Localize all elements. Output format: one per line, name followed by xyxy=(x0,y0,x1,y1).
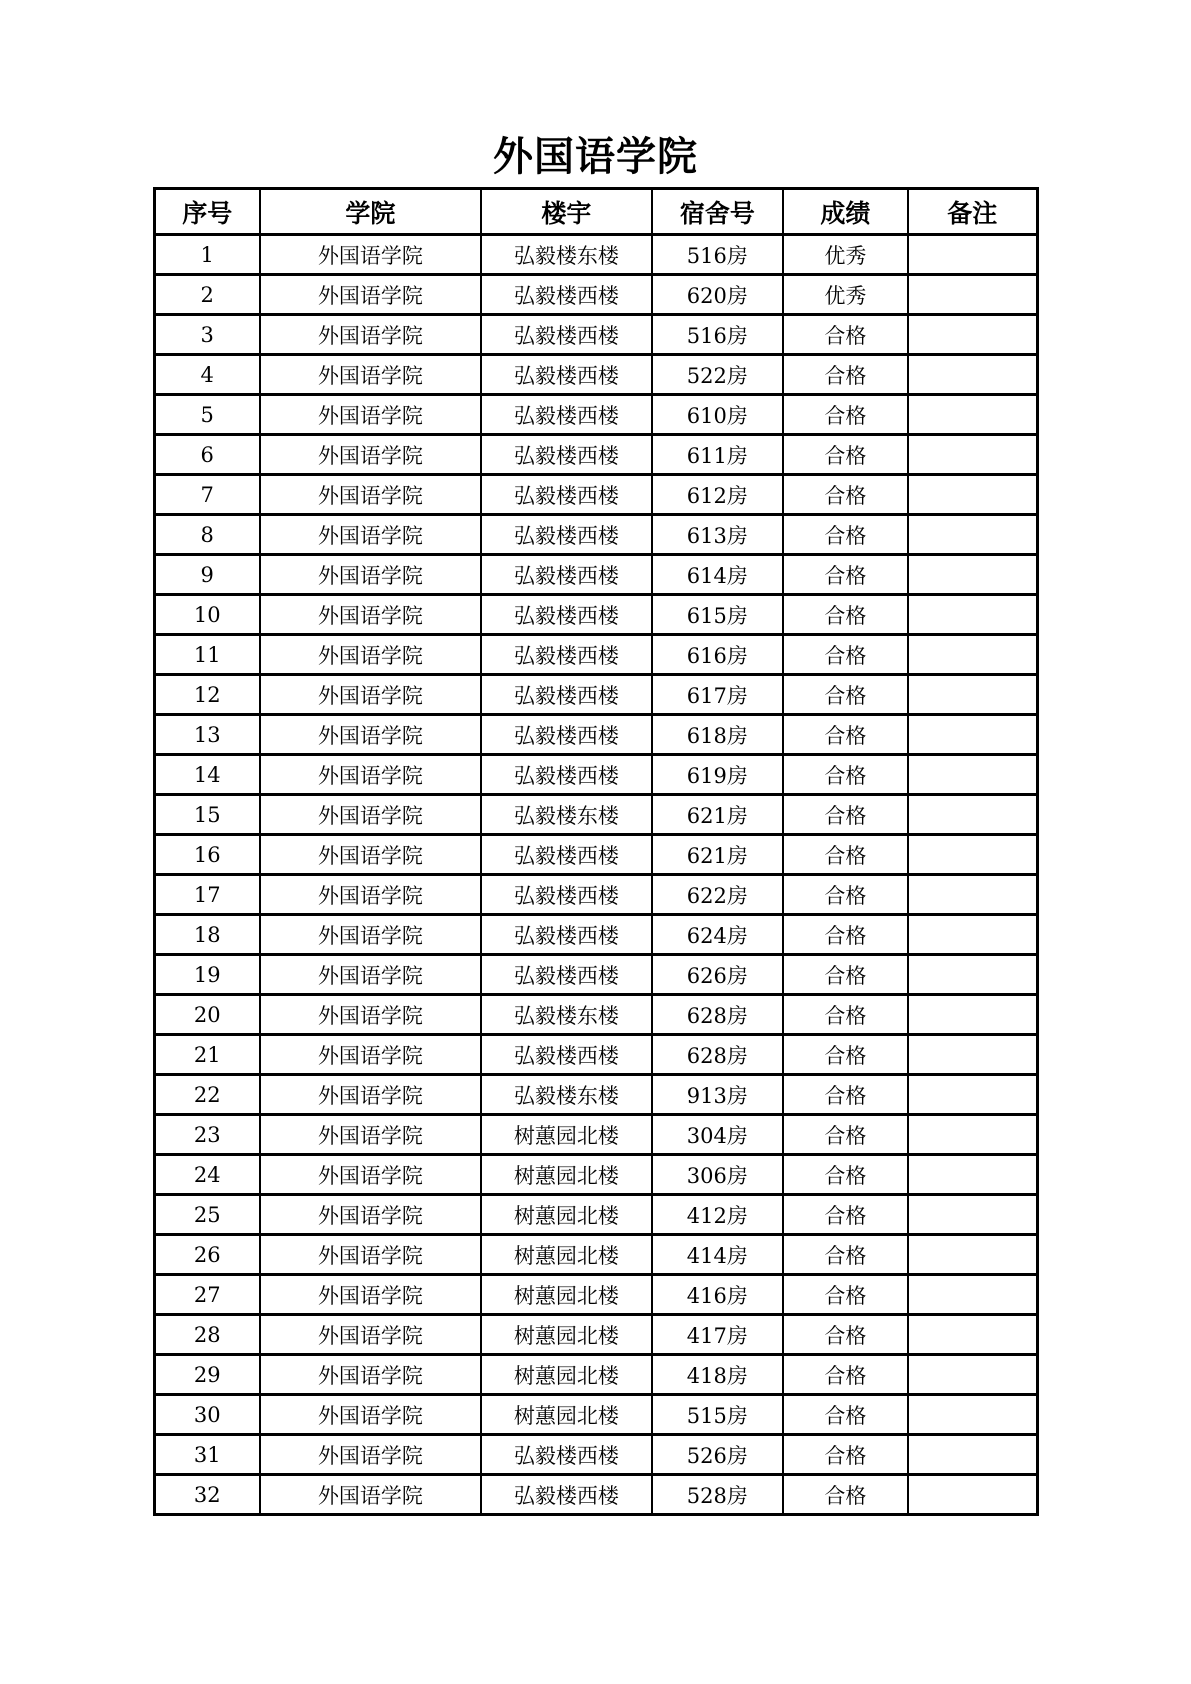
column-header-college: 学院 xyxy=(260,189,481,235)
cell-grade: 合格 xyxy=(783,1115,908,1155)
cell-note xyxy=(908,1115,1037,1155)
cell-note xyxy=(908,755,1037,795)
cell-grade: 合格 xyxy=(783,1475,908,1515)
cell-college: 外国语学院 xyxy=(260,315,481,355)
cell-note xyxy=(908,1355,1037,1395)
cell-building: 弘毅楼西楼 xyxy=(481,555,652,595)
cell-note xyxy=(908,555,1037,595)
cell-no: 2 xyxy=(154,275,260,315)
cell-no: 13 xyxy=(154,715,260,755)
cell-grade: 合格 xyxy=(783,1195,908,1235)
cell-grade: 合格 xyxy=(783,1435,908,1475)
table-row xyxy=(154,955,1037,995)
cell-no: 21 xyxy=(154,1035,260,1075)
cell-college: 外国语学院 xyxy=(260,395,481,435)
page-title: 外国语学院 xyxy=(493,133,698,180)
cell-no: 20 xyxy=(154,995,260,1035)
cell-college: 外国语学院 xyxy=(260,1395,481,1435)
table-row xyxy=(154,315,1037,355)
cell-no: 3 xyxy=(154,315,260,355)
column-header-building: 楼宇 xyxy=(481,189,652,235)
cell-college: 外国语学院 xyxy=(260,635,481,675)
cell-room: 306房 xyxy=(652,1155,783,1195)
cell-building: 弘毅楼西楼 xyxy=(481,595,652,635)
cell-no: 16 xyxy=(154,835,260,875)
cell-no: 25 xyxy=(154,1195,260,1235)
cell-building: 树蕙园北楼 xyxy=(481,1275,652,1315)
cell-grade: 合格 xyxy=(783,835,908,875)
table-row xyxy=(154,355,1037,395)
cell-note xyxy=(908,275,1037,315)
cell-building: 弘毅楼西楼 xyxy=(481,635,652,675)
cell-college: 外国语学院 xyxy=(260,515,481,555)
cell-no: 27 xyxy=(154,1275,260,1315)
cell-room: 522房 xyxy=(652,355,783,395)
cell-building: 树蕙园北楼 xyxy=(481,1115,652,1155)
cell-building: 弘毅楼西楼 xyxy=(481,355,652,395)
cell-college: 外国语学院 xyxy=(260,715,481,755)
cell-grade: 合格 xyxy=(783,435,908,475)
cell-college: 外国语学院 xyxy=(260,1235,481,1275)
cell-college: 外国语学院 xyxy=(260,955,481,995)
cell-note xyxy=(908,995,1037,1035)
cell-room: 628房 xyxy=(652,1035,783,1075)
table-row xyxy=(154,1275,1037,1315)
cell-room: 913房 xyxy=(652,1075,783,1115)
table-row xyxy=(154,1075,1037,1115)
table-row xyxy=(154,1395,1037,1435)
cell-college: 外国语学院 xyxy=(260,475,481,515)
cell-building: 树蕙园北楼 xyxy=(481,1155,652,1195)
cell-no: 15 xyxy=(154,795,260,835)
cell-college: 外国语学院 xyxy=(260,875,481,915)
cell-college: 外国语学院 xyxy=(260,275,481,315)
cell-no: 6 xyxy=(154,435,260,475)
cell-college: 外国语学院 xyxy=(260,1315,481,1355)
table-row xyxy=(154,1355,1037,1395)
cell-note xyxy=(908,315,1037,355)
cell-room: 610房 xyxy=(652,395,783,435)
cell-building: 弘毅楼西楼 xyxy=(481,435,652,475)
cell-grade: 合格 xyxy=(783,1075,908,1115)
cell-room: 618房 xyxy=(652,715,783,755)
cell-room: 628房 xyxy=(652,995,783,1035)
cell-room: 617房 xyxy=(652,675,783,715)
cell-college: 外国语学院 xyxy=(260,1035,481,1075)
cell-note xyxy=(908,1075,1037,1115)
cell-room: 515房 xyxy=(652,1395,783,1435)
cell-note xyxy=(908,1155,1037,1195)
dorm-inspection-table xyxy=(153,187,1039,1516)
table-row xyxy=(154,675,1037,715)
cell-college: 外国语学院 xyxy=(260,235,481,275)
cell-note xyxy=(908,1435,1037,1475)
table-row xyxy=(154,1435,1037,1475)
cell-grade: 合格 xyxy=(783,795,908,835)
cell-grade: 合格 xyxy=(783,635,908,675)
cell-note xyxy=(908,795,1037,835)
cell-no: 10 xyxy=(154,595,260,635)
cell-note xyxy=(908,675,1037,715)
cell-note xyxy=(908,1235,1037,1275)
cell-building: 树蕙园北楼 xyxy=(481,1355,652,1395)
cell-building: 弘毅楼西楼 xyxy=(481,875,652,915)
cell-building: 弘毅楼西楼 xyxy=(481,315,652,355)
cell-grade: 合格 xyxy=(783,595,908,635)
cell-note xyxy=(908,515,1037,555)
cell-college: 外国语学院 xyxy=(260,1115,481,1155)
cell-building: 弘毅楼东楼 xyxy=(481,995,652,1035)
cell-building: 弘毅楼西楼 xyxy=(481,395,652,435)
table-row xyxy=(154,875,1037,915)
cell-college: 外国语学院 xyxy=(260,355,481,395)
cell-room: 622房 xyxy=(652,875,783,915)
cell-no: 29 xyxy=(154,1355,260,1395)
cell-grade: 合格 xyxy=(783,915,908,955)
table-row xyxy=(154,555,1037,595)
cell-college: 外国语学院 xyxy=(260,995,481,1035)
cell-room: 414房 xyxy=(652,1235,783,1275)
table-row xyxy=(154,715,1037,755)
cell-grade: 合格 xyxy=(783,1035,908,1075)
cell-room: 526房 xyxy=(652,1435,783,1475)
cell-building: 弘毅楼东楼 xyxy=(481,795,652,835)
cell-note xyxy=(908,1395,1037,1435)
cell-no: 18 xyxy=(154,915,260,955)
cell-building: 弘毅楼东楼 xyxy=(481,1075,652,1115)
cell-building: 弘毅楼西楼 xyxy=(481,755,652,795)
table-row xyxy=(154,515,1037,555)
table-row xyxy=(154,435,1037,475)
cell-building: 树蕙园北楼 xyxy=(481,1315,652,1355)
cell-no: 7 xyxy=(154,475,260,515)
cell-note xyxy=(908,1195,1037,1235)
cell-no: 30 xyxy=(154,1395,260,1435)
cell-no: 1 xyxy=(154,235,260,275)
cell-room: 624房 xyxy=(652,915,783,955)
cell-college: 外国语学院 xyxy=(260,1355,481,1395)
cell-room: 616房 xyxy=(652,635,783,675)
cell-note xyxy=(908,1315,1037,1355)
cell-room: 418房 xyxy=(652,1355,783,1395)
table-row xyxy=(154,635,1037,675)
table-header-row xyxy=(154,189,1037,235)
cell-building: 弘毅楼东楼 xyxy=(481,235,652,275)
table-row xyxy=(154,1035,1037,1075)
cell-building: 树蕙园北楼 xyxy=(481,1395,652,1435)
cell-note xyxy=(908,875,1037,915)
cell-building: 弘毅楼西楼 xyxy=(481,1035,652,1075)
cell-grade: 合格 xyxy=(783,755,908,795)
cell-no: 28 xyxy=(154,1315,260,1355)
cell-grade: 合格 xyxy=(783,1235,908,1275)
cell-college: 外国语学院 xyxy=(260,435,481,475)
cell-college: 外国语学院 xyxy=(260,595,481,635)
cell-college: 外国语学院 xyxy=(260,1195,481,1235)
cell-no: 4 xyxy=(154,355,260,395)
cell-grade: 合格 xyxy=(783,395,908,435)
cell-building: 弘毅楼西楼 xyxy=(481,275,652,315)
cell-grade: 合格 xyxy=(783,675,908,715)
cell-college: 外国语学院 xyxy=(260,1475,481,1515)
column-header-note: 备注 xyxy=(908,189,1037,235)
cell-grade: 优秀 xyxy=(783,275,908,315)
table-row xyxy=(154,1315,1037,1355)
cell-grade: 优秀 xyxy=(783,235,908,275)
cell-college: 外国语学院 xyxy=(260,755,481,795)
cell-room: 615房 xyxy=(652,595,783,635)
cell-room: 417房 xyxy=(652,1315,783,1355)
cell-note xyxy=(908,835,1037,875)
cell-grade: 合格 xyxy=(783,1395,908,1435)
cell-college: 外国语学院 xyxy=(260,795,481,835)
cell-no: 9 xyxy=(154,555,260,595)
cell-grade: 合格 xyxy=(783,955,908,995)
cell-building: 弘毅楼西楼 xyxy=(481,475,652,515)
cell-no: 17 xyxy=(154,875,260,915)
cell-room: 626房 xyxy=(652,955,783,995)
table-header xyxy=(154,189,1037,235)
cell-building: 弘毅楼西楼 xyxy=(481,915,652,955)
cell-building: 弘毅楼西楼 xyxy=(481,1475,652,1515)
cell-grade: 合格 xyxy=(783,1315,908,1355)
cell-building: 弘毅楼西楼 xyxy=(481,835,652,875)
cell-grade: 合格 xyxy=(783,355,908,395)
cell-grade: 合格 xyxy=(783,715,908,755)
table-row xyxy=(154,395,1037,435)
cell-note xyxy=(908,1035,1037,1075)
cell-no: 23 xyxy=(154,1115,260,1155)
table-row xyxy=(154,1155,1037,1195)
cell-grade: 合格 xyxy=(783,875,908,915)
cell-room: 619房 xyxy=(652,755,783,795)
cell-note xyxy=(908,715,1037,755)
cell-note xyxy=(908,955,1037,995)
cell-room: 621房 xyxy=(652,795,783,835)
cell-room: 516房 xyxy=(652,315,783,355)
cell-note xyxy=(908,395,1037,435)
cell-college: 外国语学院 xyxy=(260,915,481,955)
cell-no: 5 xyxy=(154,395,260,435)
cell-room: 528房 xyxy=(652,1475,783,1515)
cell-room: 621房 xyxy=(652,835,783,875)
cell-grade: 合格 xyxy=(783,475,908,515)
cell-building: 弘毅楼西楼 xyxy=(481,1435,652,1475)
column-header-no: 序号 xyxy=(154,189,260,235)
cell-building: 树蕙园北楼 xyxy=(481,1195,652,1235)
cell-building: 弘毅楼西楼 xyxy=(481,675,652,715)
cell-no: 32 xyxy=(154,1475,260,1515)
table-row xyxy=(154,915,1037,955)
cell-grade: 合格 xyxy=(783,1355,908,1395)
table-row xyxy=(154,275,1037,315)
cell-building: 弘毅楼西楼 xyxy=(481,515,652,555)
cell-grade: 合格 xyxy=(783,1275,908,1315)
cell-college: 外国语学院 xyxy=(260,1275,481,1315)
table-row xyxy=(154,595,1037,635)
cell-no: 8 xyxy=(154,515,260,555)
table-row xyxy=(154,1115,1037,1155)
cell-room: 613房 xyxy=(652,515,783,555)
table-body xyxy=(154,235,1037,1515)
cell-grade: 合格 xyxy=(783,555,908,595)
cell-grade: 合格 xyxy=(783,995,908,1035)
table-row xyxy=(154,835,1037,875)
cell-note xyxy=(908,635,1037,675)
table-row xyxy=(154,995,1037,1035)
cell-college: 外国语学院 xyxy=(260,835,481,875)
cell-building: 弘毅楼西楼 xyxy=(481,955,652,995)
cell-college: 外国语学院 xyxy=(260,1155,481,1195)
cell-no: 24 xyxy=(154,1155,260,1195)
table-row xyxy=(154,755,1037,795)
cell-room: 304房 xyxy=(652,1115,783,1155)
cell-building: 弘毅楼西楼 xyxy=(481,715,652,755)
cell-grade: 合格 xyxy=(783,1155,908,1195)
cell-room: 620房 xyxy=(652,275,783,315)
cell-note xyxy=(908,475,1037,515)
cell-no: 11 xyxy=(154,635,260,675)
cell-note xyxy=(908,355,1037,395)
cell-note xyxy=(908,1475,1037,1515)
table-row xyxy=(154,1195,1037,1235)
cell-note xyxy=(908,1275,1037,1315)
cell-college: 外国语学院 xyxy=(260,675,481,715)
cell-no: 19 xyxy=(154,955,260,995)
table-row xyxy=(154,795,1037,835)
cell-room: 612房 xyxy=(652,475,783,515)
cell-college: 外国语学院 xyxy=(260,1435,481,1475)
cell-no: 22 xyxy=(154,1075,260,1115)
cell-grade: 合格 xyxy=(783,515,908,555)
cell-no: 14 xyxy=(154,755,260,795)
cell-note xyxy=(908,235,1037,275)
cell-note xyxy=(908,915,1037,955)
cell-room: 611房 xyxy=(652,435,783,475)
cell-room: 516房 xyxy=(652,235,783,275)
table-row xyxy=(154,235,1037,275)
cell-no: 31 xyxy=(154,1435,260,1475)
cell-note xyxy=(908,435,1037,475)
cell-no: 12 xyxy=(154,675,260,715)
cell-college: 外国语学院 xyxy=(260,1075,481,1115)
cell-room: 416房 xyxy=(652,1275,783,1315)
cell-no: 26 xyxy=(154,1235,260,1275)
table-row xyxy=(154,1235,1037,1275)
cell-room: 412房 xyxy=(652,1195,783,1235)
cell-room: 614房 xyxy=(652,555,783,595)
cell-college: 外国语学院 xyxy=(260,555,481,595)
column-header-grade: 成绩 xyxy=(783,189,908,235)
cell-note xyxy=(908,595,1037,635)
table-row xyxy=(154,475,1037,515)
column-header-room: 宿舍号 xyxy=(652,189,783,235)
cell-building: 树蕙园北楼 xyxy=(481,1235,652,1275)
table-row xyxy=(154,1475,1037,1515)
cell-grade: 合格 xyxy=(783,315,908,355)
